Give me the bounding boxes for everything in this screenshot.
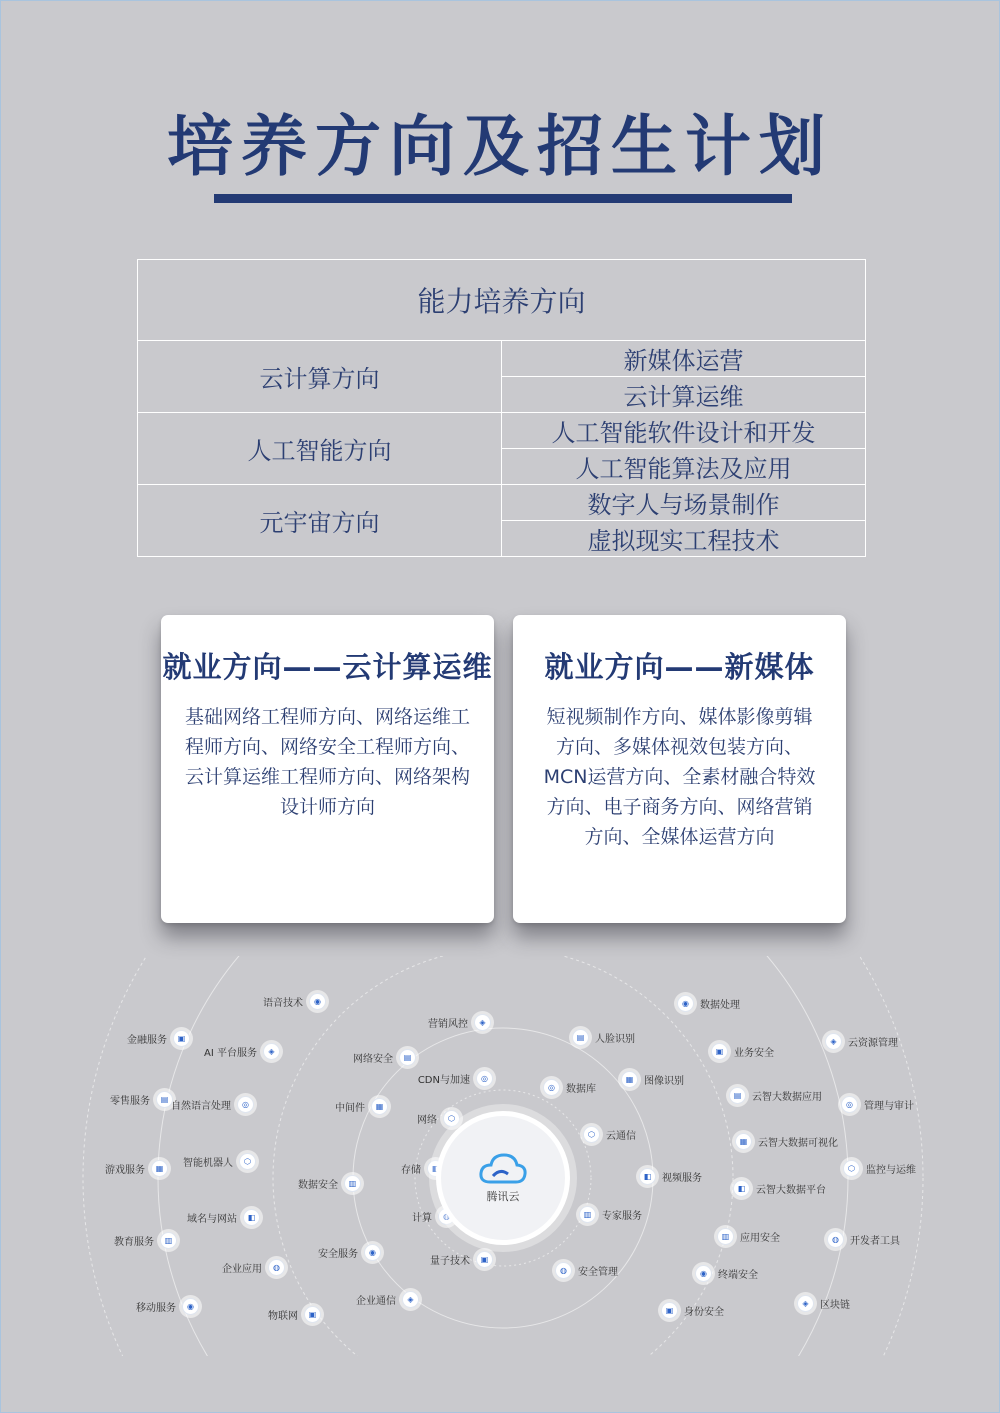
service-icon: ◧ — [427, 1160, 444, 1177]
service-label: 云智大数据应用 — [752, 1092, 822, 1103]
service-icon: ◎ — [841, 1096, 858, 1113]
service-node — [222, 1259, 291, 1276]
service-label: 业务安全 — [734, 1048, 774, 1059]
service-label: 身份安全 — [684, 1307, 724, 1318]
service-node — [263, 993, 332, 1010]
service-icon: ◉ — [364, 1244, 381, 1261]
service-icon: ◈ — [402, 1291, 419, 1308]
cloud-icon — [478, 1152, 528, 1186]
service-icon: ◈ — [797, 1295, 814, 1312]
service-icon: ▣ — [711, 1043, 728, 1060]
service-node — [171, 1096, 260, 1113]
page-title: 培养方向及招生计划 — [167, 108, 833, 185]
service-node — [835, 1096, 914, 1113]
service-node — [671, 995, 740, 1012]
service-icon: ▣ — [476, 1251, 493, 1268]
service-label: 数据安全 — [298, 1180, 338, 1191]
service-label: 网络 — [417, 1115, 437, 1126]
service-node — [689, 1265, 758, 1282]
service-node — [819, 1033, 898, 1050]
service-label: 营销风控 — [428, 1019, 468, 1030]
title-underline — [214, 194, 792, 203]
service-icon: ◉ — [182, 1298, 199, 1315]
service-node — [791, 1295, 850, 1312]
service-node — [549, 1262, 618, 1279]
service-label: 数据处理 — [700, 1000, 740, 1011]
employment-card-media — [513, 615, 846, 923]
service-icon: ▤ — [399, 1049, 416, 1066]
service-icon: ◈ — [263, 1043, 280, 1060]
service-label: 网络安全 — [353, 1054, 393, 1065]
service-icon: ▦ — [151, 1160, 168, 1177]
ability-table-header: 能力培养方向 — [138, 260, 866, 341]
service-label: 应用安全 — [740, 1233, 780, 1244]
service-icon: ◧ — [243, 1209, 260, 1226]
service-icon: ▥ — [579, 1206, 596, 1223]
service-label: 管理与审计 — [864, 1101, 914, 1112]
service-label: 游戏服务 — [105, 1165, 145, 1176]
service-node — [577, 1126, 636, 1143]
service-icon: ◍ — [555, 1262, 572, 1279]
service-node — [705, 1043, 774, 1060]
service-label: 语音技术 — [263, 998, 303, 1009]
service-icon: ▥ — [160, 1232, 177, 1249]
service-label: 移动服务 — [136, 1303, 176, 1314]
service-icon: ▦ — [735, 1133, 752, 1150]
service-node — [418, 1070, 499, 1087]
service-node — [566, 1029, 635, 1046]
service-node — [136, 1298, 205, 1315]
card-line: MCN运营方向、全素材融合特效 — [543, 766, 816, 788]
service-label: 企业通信 — [356, 1296, 396, 1307]
card-title: 就业方向——新媒体 — [544, 650, 815, 684]
service-icon: ▤ — [572, 1029, 589, 1046]
direction-item: 云计算运维 — [502, 377, 866, 413]
direction-item: 虚拟现实工程技术 — [502, 521, 866, 557]
service-node — [537, 1079, 596, 1096]
service-label: 视频服务 — [662, 1173, 702, 1184]
service-label: 图像识别 — [644, 1076, 684, 1087]
service-node — [318, 1244, 387, 1261]
card-body — [179, 702, 476, 822]
service-icon: ▣ — [661, 1302, 678, 1319]
service-node — [356, 1291, 425, 1308]
service-node — [204, 1043, 286, 1060]
service-label: 金融服务 — [127, 1035, 167, 1046]
direction-ai: 人工智能方向 — [138, 413, 502, 485]
service-node — [711, 1228, 780, 1245]
service-icon: ▦ — [371, 1098, 388, 1115]
service-node — [821, 1231, 900, 1248]
service-label: 云智大数据可视化 — [758, 1138, 838, 1149]
service-icon: ◎ — [543, 1079, 560, 1096]
service-node — [729, 1133, 838, 1150]
card-line: 方向、多媒体视效包装方向、 — [555, 736, 803, 758]
service-node — [837, 1160, 916, 1177]
service-label: 安全服务 — [318, 1249, 358, 1260]
service-icon: ▣ — [304, 1306, 321, 1323]
direction-item: 人工智能算法及应用 — [502, 449, 866, 485]
hub-label: 腾讯云 — [486, 1190, 520, 1203]
service-node — [187, 1209, 266, 1226]
service-icon: ◉ — [677, 995, 694, 1012]
service-node — [615, 1071, 684, 1088]
service-icon: ▥ — [344, 1175, 361, 1192]
service-label: 云资源管理 — [848, 1038, 898, 1049]
service-label: AI 平台服务 — [204, 1048, 257, 1059]
direction-item: 数字人与场景制作 — [502, 485, 866, 521]
service-node — [573, 1206, 642, 1223]
service-label: 零售服务 — [110, 1096, 150, 1107]
service-node — [428, 1014, 497, 1031]
employment-card-cloud — [161, 615, 494, 923]
service-node — [110, 1091, 179, 1108]
card-line: 云计算运维工程师方向、网络架构 — [184, 766, 470, 788]
service-label: 中间件 — [335, 1103, 365, 1114]
service-label: 开发者工具 — [850, 1236, 900, 1247]
service-label: 存储 — [401, 1165, 421, 1176]
service-icon: ⬡ — [843, 1160, 860, 1177]
service-label: 区块链 — [820, 1300, 850, 1311]
service-label: 智能机器人 — [183, 1158, 233, 1169]
card-line: 方向、全媒体运营方向 — [584, 826, 775, 848]
service-label: 教育服务 — [114, 1237, 154, 1248]
service-label: 计算 — [412, 1213, 432, 1224]
service-node — [655, 1302, 724, 1319]
service-icon: ▣ — [173, 1030, 190, 1047]
service-node — [298, 1175, 367, 1192]
service-icon: ⬡ — [239, 1153, 256, 1170]
service-node — [353, 1049, 422, 1066]
service-label: 自然语言处理 — [171, 1101, 231, 1112]
card-line: 基础网络工程师方向、网络运维工 — [184, 706, 470, 728]
service-icon: ◈ — [825, 1033, 842, 1050]
service-node — [633, 1168, 702, 1185]
service-label: 物联网 — [268, 1311, 298, 1322]
service-label: 安全管理 — [578, 1267, 618, 1278]
direction-metaverse: 元宇宙方向 — [138, 485, 502, 557]
service-label: 数据库 — [566, 1084, 596, 1095]
service-icon: ◉ — [695, 1265, 712, 1282]
service-node — [417, 1110, 466, 1127]
service-label: CDN与加速 — [417, 1075, 470, 1086]
service-icon: ▤ — [156, 1091, 173, 1108]
direction-item: 人工智能软件设计和开发 — [502, 413, 866, 449]
service-label: 终端安全 — [718, 1270, 758, 1281]
service-icon: ◎ — [476, 1070, 493, 1087]
service-icon: ◉ — [309, 993, 326, 1010]
card-line: 程师方向、网络安全工程师方向、 — [184, 736, 470, 758]
ability-table — [137, 259, 866, 557]
service-icon: ◧ — [733, 1180, 750, 1197]
service-node — [430, 1251, 499, 1268]
service-icon: ▤ — [729, 1087, 746, 1104]
service-icon: ▦ — [621, 1071, 638, 1088]
service-node — [114, 1232, 183, 1249]
service-icon: ⬡ — [443, 1110, 460, 1127]
service-label: 人脸识别 — [595, 1034, 635, 1045]
service-label: 监控与运维 — [866, 1165, 916, 1176]
direction-item: 新媒体运营 — [502, 341, 866, 377]
service-label: 云智大数据平台 — [756, 1185, 826, 1196]
service-icon: ◎ — [237, 1096, 254, 1113]
direction-cloud: 云计算方向 — [138, 341, 502, 413]
service-label: 企业应用 — [222, 1264, 262, 1275]
service-node — [127, 1030, 196, 1047]
service-label: 域名与网站 — [187, 1214, 237, 1225]
service-label: 专家服务 — [602, 1211, 642, 1222]
service-icon: ▥ — [717, 1228, 734, 1245]
service-node — [723, 1087, 822, 1104]
card-title: 就业方向——云计算运维 — [162, 650, 493, 684]
service-label: 量子技术 — [430, 1256, 470, 1267]
service-node — [727, 1180, 826, 1197]
service-node — [183, 1153, 262, 1170]
card-line: 短视频制作方向、媒体影像剪辑 — [546, 706, 813, 728]
service-icon: ◍ — [268, 1259, 285, 1276]
service-node — [335, 1098, 394, 1115]
card-line: 设计师方向 — [279, 796, 375, 818]
service-icon: ◍ — [438, 1208, 455, 1225]
service-label: 云通信 — [606, 1131, 636, 1142]
tencent-cloud-hub — [441, 1116, 565, 1240]
card-body — [531, 702, 828, 852]
service-node — [105, 1160, 174, 1177]
service-icon: ⬡ — [583, 1126, 600, 1143]
card-line: 方向、电子商务方向、网络营销 — [546, 796, 813, 818]
service-icon: ◧ — [639, 1168, 656, 1185]
service-icon: ◈ — [474, 1014, 491, 1031]
service-node — [268, 1306, 327, 1323]
service-icon: ◍ — [827, 1231, 844, 1248]
